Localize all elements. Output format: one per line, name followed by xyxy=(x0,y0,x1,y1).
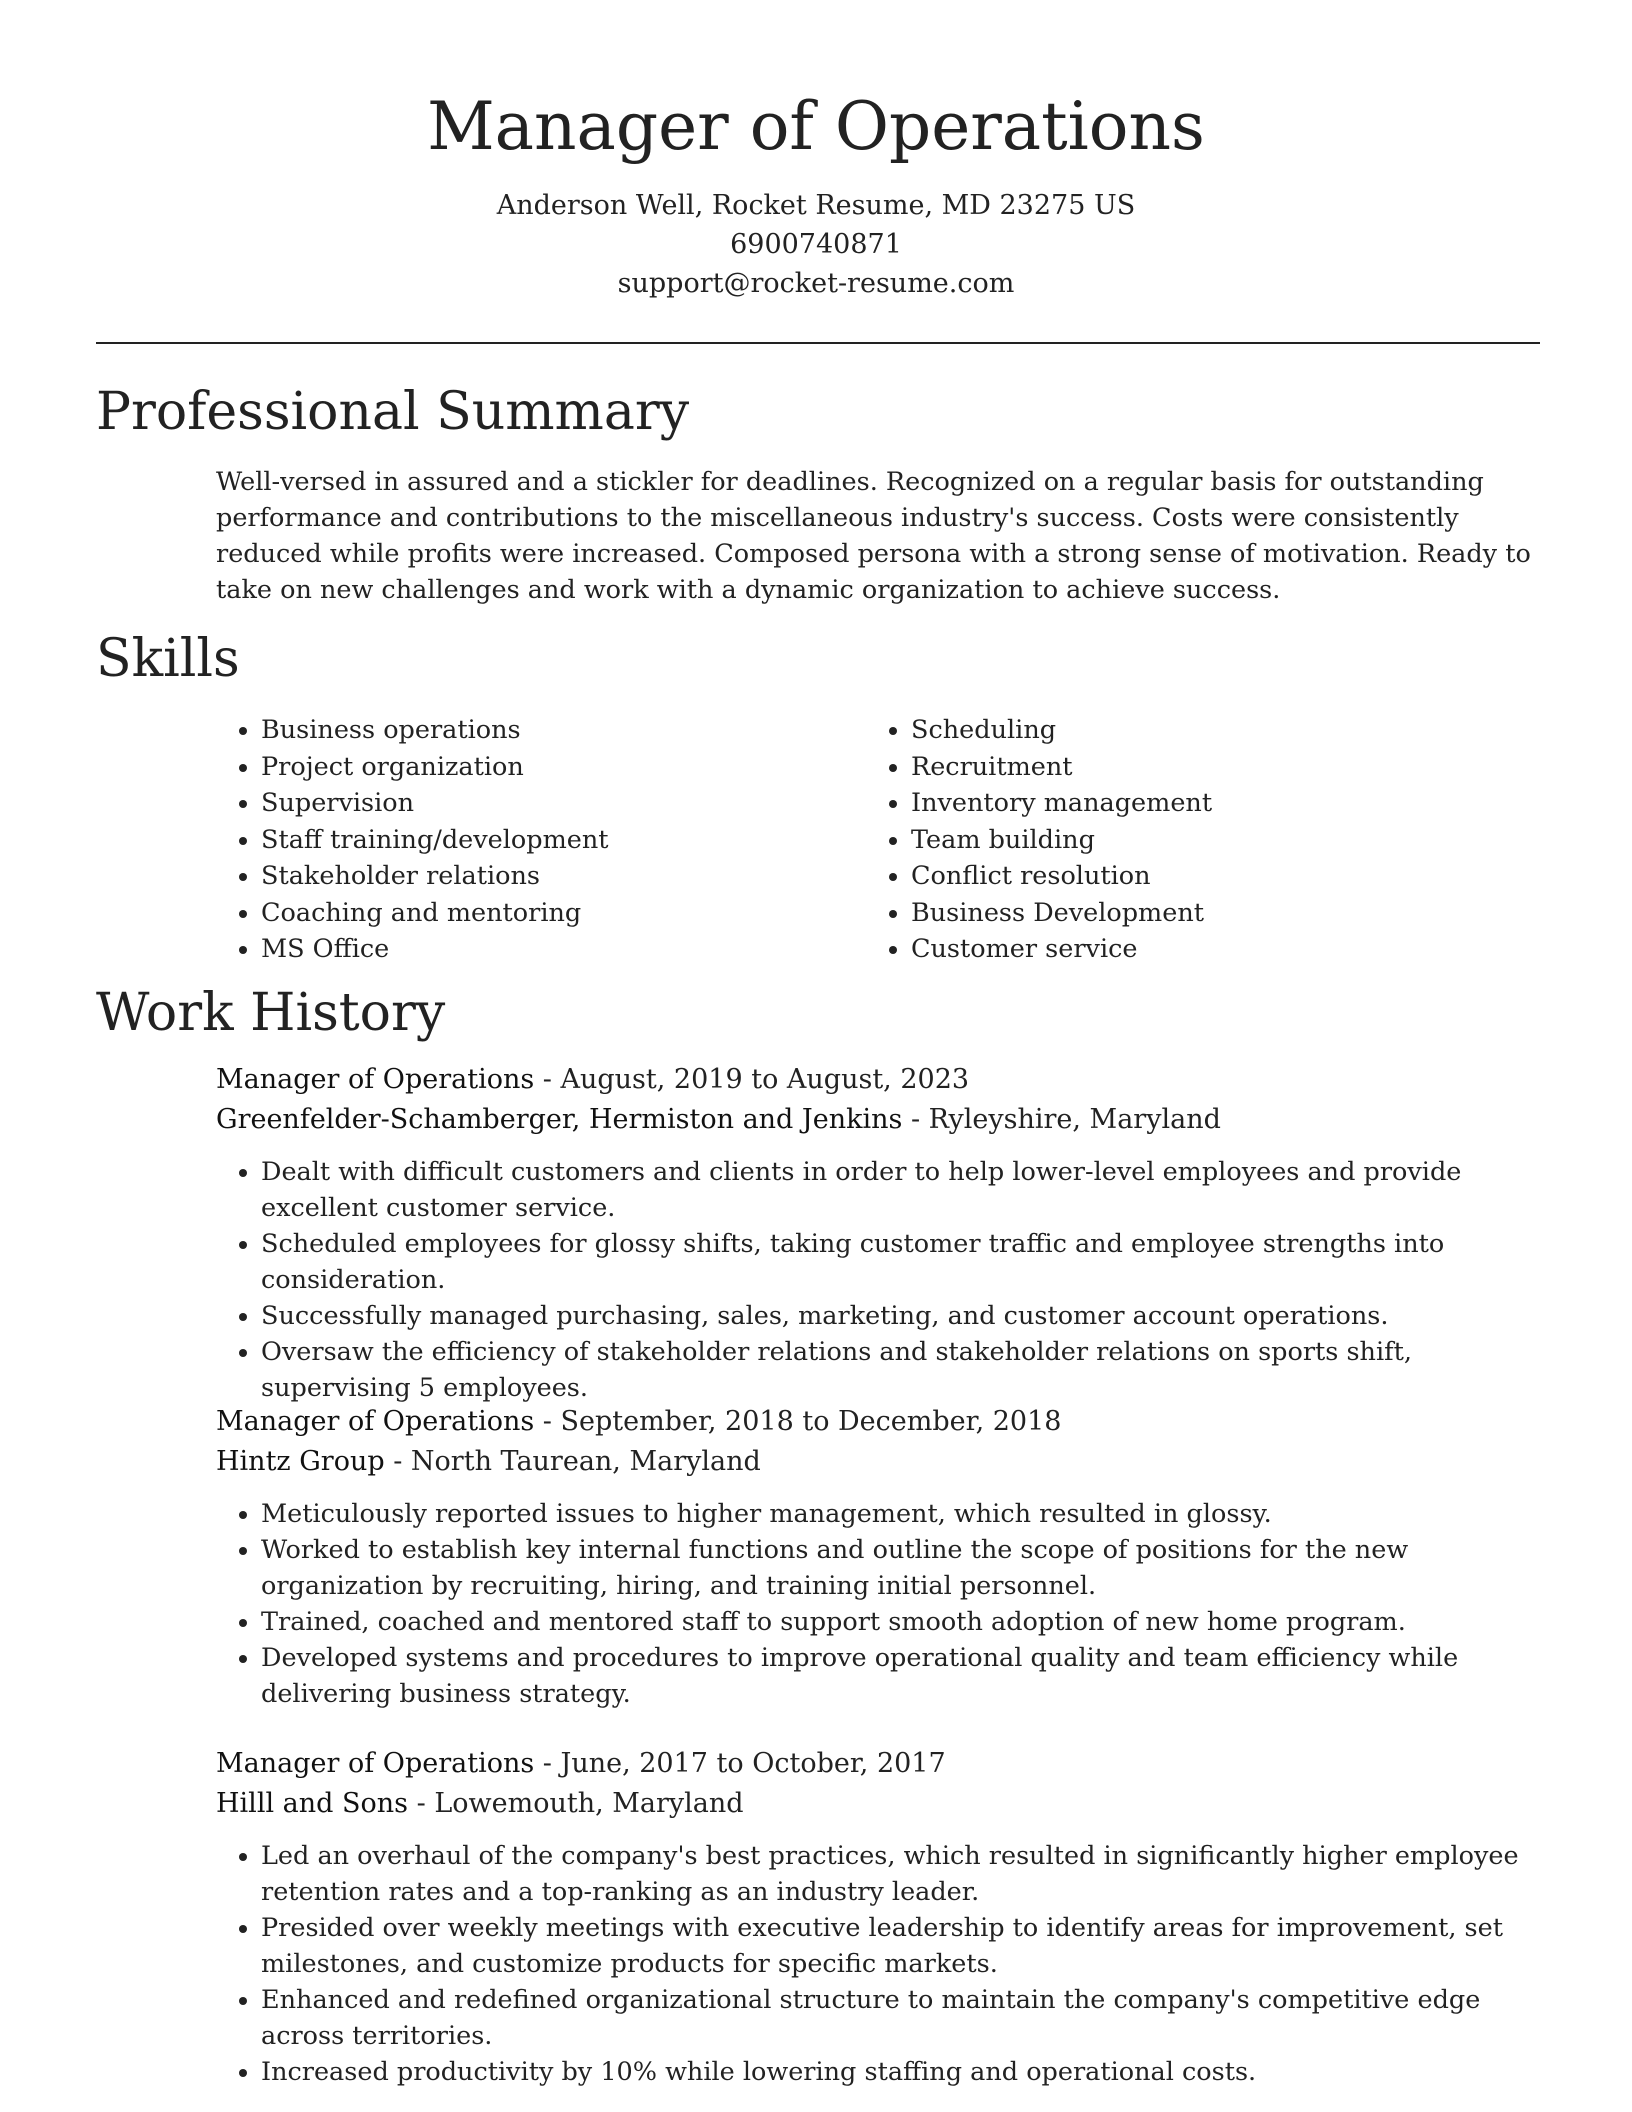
job-entry xyxy=(216,1744,1546,2090)
job-bullet: • Trained, coached and mentored staff to support smooth adoption of new home program. xyxy=(261,1604,1546,1640)
job-entry xyxy=(216,1060,1546,1406)
resume-title: Manager of Operations xyxy=(427,88,1205,165)
skills-column-left xyxy=(216,712,866,968)
job-dates: - June, 2017 to October, 2017 xyxy=(534,1748,946,1779)
job-dates: - August, 2019 to August, 2023 xyxy=(534,1064,970,1095)
job-bullet: • Worked to establish key internal functions and outline the scope of positions for the new organization by recruiting, hiring, and training initial personnel. xyxy=(261,1532,1546,1604)
skill-item: • Business Development xyxy=(911,895,1516,932)
job-bullet: • Led an overhaul of the company's best practices, which resulted in significantly higher employee retention rates and a top-ranking as an industry leader. xyxy=(261,1838,1546,1910)
summary-heading: Professional Summary xyxy=(96,382,690,442)
skill-item: • Conflict resolution xyxy=(911,858,1516,895)
job-bullet: • Oversaw the efficiency of stakeholder relations and stakeholder relations on sports shift, supervising 5 employees. xyxy=(261,1334,1546,1406)
skills-column-right xyxy=(866,712,1516,968)
job-title-line xyxy=(216,1744,1546,1784)
skill-item: • Supervision xyxy=(261,785,866,822)
job-bullet: • Dealt with difficult customers and clients in order to help lower-level employees and provide excellent customer service. xyxy=(261,1154,1546,1226)
job-bullets xyxy=(216,1496,1546,1712)
job-company: Hilll and Sons xyxy=(216,1788,409,1819)
job-bullet: • Successfully managed purchasing, sales, marketing, and customer account operations. xyxy=(261,1298,1546,1334)
job-role: Manager of Operations xyxy=(216,1064,535,1095)
job-bullet: • Increased productivity by 10% while lowering staffing and operational costs. xyxy=(261,2054,1546,2090)
skill-item: • Project organization xyxy=(261,749,866,786)
job-company: Hintz Group xyxy=(216,1446,385,1477)
job-title-line xyxy=(216,1402,1546,1442)
skill-item: • Staff training/development xyxy=(261,822,866,859)
job-company-line xyxy=(216,1442,1546,1482)
job-company: Greenfelder-Schamberger, Hermiston and Jenkins xyxy=(216,1104,903,1135)
job-dates: - September, 2018 to December, 2018 xyxy=(534,1406,1062,1437)
header-divider xyxy=(96,342,1540,344)
skill-item: • Scheduling xyxy=(911,712,1516,749)
job-bullet: • Presided over weekly meetings with executive leadership to identify areas for improvement, set milestones, and customize products for specific markets. xyxy=(261,1910,1546,1982)
skill-item: • Coaching and mentoring xyxy=(261,895,866,932)
job-company-line xyxy=(216,1784,1546,1824)
skill-item: • Stakeholder relations xyxy=(261,858,866,895)
skills-heading: Skills xyxy=(96,629,240,689)
job-bullet: • Meticulously reported issues to higher management, which resulted in glossy. xyxy=(261,1496,1546,1532)
job-role: Manager of Operations xyxy=(216,1748,535,1779)
job-location: - Ryleyshire, Maryland xyxy=(902,1104,1221,1135)
skill-item: • Business operations xyxy=(261,712,866,749)
job-title-line xyxy=(216,1060,1546,1100)
job-bullets xyxy=(216,1838,1546,2090)
contact-address: Anderson Well, Rocket Resume, MD 23275 US xyxy=(496,190,1136,221)
resume-header xyxy=(0,0,1632,303)
contact-block xyxy=(0,186,1632,303)
job-bullets xyxy=(216,1154,1546,1406)
skill-item: • MS Office xyxy=(261,931,866,968)
job-bullet: • Enhanced and redefined organizational structure to maintain the company's competitive edge across territories. xyxy=(261,1982,1546,2054)
contact-email: support@rocket-resume.com xyxy=(617,268,1015,299)
skill-item: • Inventory management xyxy=(911,785,1516,822)
skill-item: • Customer service xyxy=(911,931,1516,968)
skill-item: • Recruitment xyxy=(911,749,1516,786)
job-location: - North Taurean, Maryland xyxy=(384,1446,761,1477)
job-entry xyxy=(216,1402,1546,1712)
job-bullet: • Developed systems and procedures to improve operational quality and team efficiency while delivering business strategy. xyxy=(261,1640,1546,1712)
skill-item: • Team building xyxy=(911,822,1516,859)
job-location: - Lowemouth, Maryland xyxy=(408,1788,744,1819)
skills-list xyxy=(216,712,1516,968)
job-bullet: • Scheduled employees for glossy shifts, taking customer traffic and employee strengths into consideration. xyxy=(261,1226,1546,1298)
job-role: Manager of Operations xyxy=(216,1406,535,1437)
work-history-heading: Work History xyxy=(96,983,446,1043)
job-company-line xyxy=(216,1100,1546,1140)
contact-phone: 6900740871 xyxy=(730,229,902,260)
summary-text: Well-versed in assured and a stickler for deadlines. Recognized on a regular basis for outstanding performance and contributions to the miscellaneous industry's success. Costs were consistently reduced while profits were increased. Composed persona with a strong sense of motivation. Ready to take on new challenges and work with a dynamic organization to achieve success. xyxy=(216,467,1531,605)
